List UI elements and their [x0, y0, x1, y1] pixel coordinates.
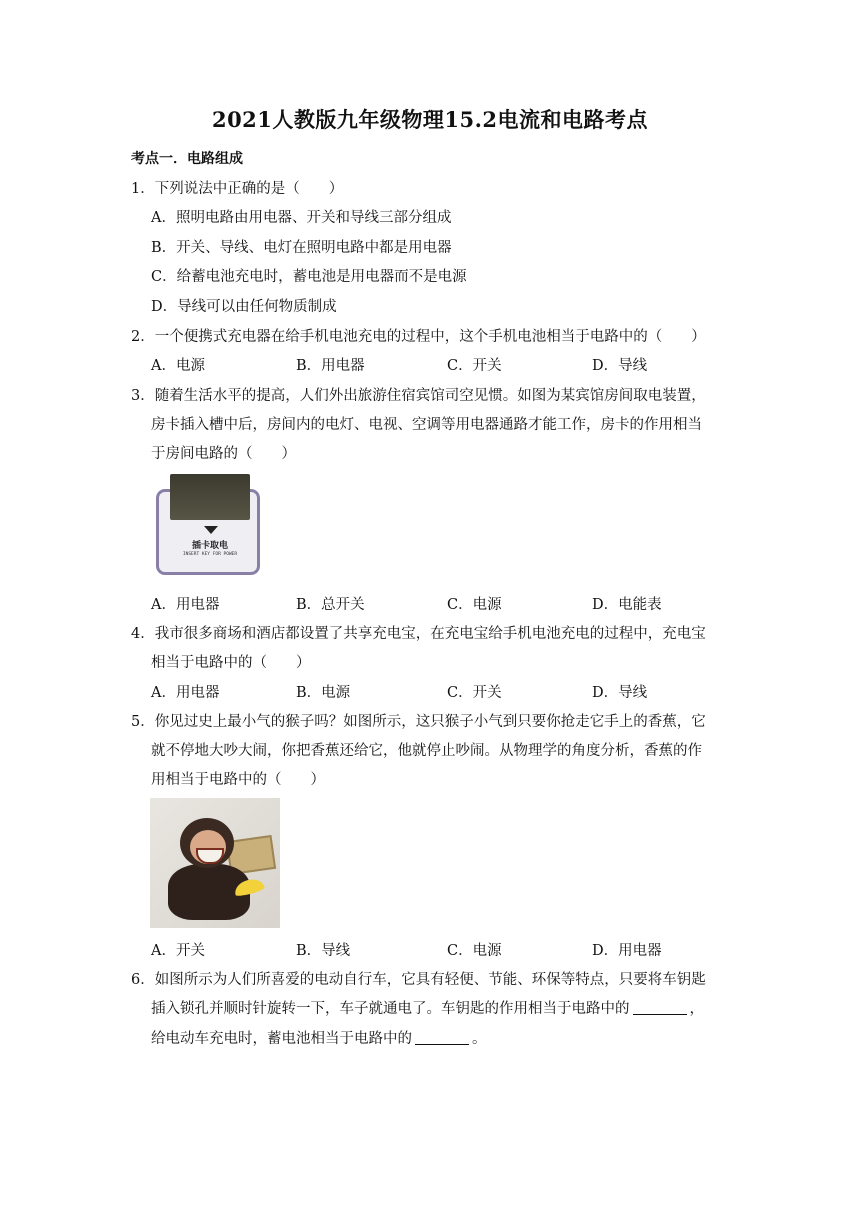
question-1-option-d: D．导线可以由任何物质制成 [151, 299, 337, 315]
question-1-option-b: B．开关、导线、电灯在照明电路中都是用电器 [151, 240, 452, 256]
question-3-option-c: C．电源 [447, 597, 502, 613]
question-5-option-d: D．用电器 [592, 943, 662, 959]
question-3-stem-line-1: 3．随着生活水平的提高，人们外出旅游住宿宾馆司空见惯。如图为某宾馆房间取电装置， [131, 388, 706, 404]
inserted-room-card [170, 474, 250, 520]
question-6-line-3-text: 给电动车充电时，蓄电池相当于电路中的 [151, 1031, 412, 1047]
question-5-stem-line-2: 就不停地大吵大闹，你把香蕉还给它，他就停止吵闹。从物理学的角度分析，香蕉的作 [151, 743, 702, 759]
question-2-option-c: C．开关 [447, 358, 502, 374]
question-4-option-b: B．电源 [296, 685, 351, 701]
question-4-option-d: D．导线 [592, 685, 648, 701]
question-6-line-1: 6．如图所示为人们所喜爱的电动自行车，它具有轻便、节能、环保等特点，只要将车钥匙 [131, 972, 706, 988]
section-heading: 考点一．电路组成 [131, 151, 243, 167]
question-2-option-b: B．用电器 [296, 358, 365, 374]
question-2-option-d: D．导线 [592, 358, 648, 374]
question-6-line-2 [151, 997, 704, 1018]
question-3-stem-line-3: 于房间电路的（ ） [151, 446, 296, 462]
page-title: 2021人教版九年级物理15.2电流和电路考点 [211, 107, 649, 132]
question-3-stem-line-2: 房卡插入槽中后，房间内的电灯、电视、空调等用电器通路才能工作，房卡的作用相当 [151, 417, 702, 433]
question-5-option-a: A．开关 [151, 943, 205, 959]
question-1-option-c: C．给蓄电池充电时，蓄电池是用电器而不是电源 [151, 269, 467, 285]
question-5-option-c: C．电源 [447, 943, 502, 959]
question-5-stem-line-3: 用相当于电路中的（ ） [151, 772, 325, 788]
question-4-option-c: C．开关 [447, 685, 502, 701]
question-2-stem: 2．一个便携式充电器在给手机电池充电的过程中，这个手机电池相当于电路中的（ ） [131, 329, 706, 345]
question-3-option-b: B．总开关 [296, 597, 365, 613]
question-5-stem-line-1: 5．你见过史上最小气的猴子吗？如图所示，这只猴子小气到只要你抢走它手上的香蕉，它 [131, 714, 706, 730]
question-4-option-a: A．用电器 [151, 685, 220, 701]
question-2-option-a: A．电源 [151, 358, 205, 374]
room-card-power-switch-image [156, 474, 264, 578]
question-4-stem-line-2: 相当于电路中的（ ） [151, 655, 311, 671]
question-1-stem: 1．下列说法中正确的是（ ） [131, 181, 344, 197]
monkey-toy-image [150, 798, 280, 928]
question-1-option-a: A．照明电路由用电器、开关和导线三部分组成 [151, 210, 452, 226]
question-3-option-d: D．电能表 [592, 597, 662, 613]
question-6-line-3 [151, 1027, 487, 1048]
question-4-stem-line-1: 4．我市很多商场和酒店都设置了共享充电宝，在充电宝给手机电池充电的过程中，充电宝 [131, 626, 706, 642]
question-6-line-2-end: ， [689, 1001, 704, 1017]
card-holder-sublabel: INSERT KEY FOR POWER [182, 552, 238, 557]
question-6-line-3-end: 。 [472, 1031, 487, 1047]
arrow-down-icon [204, 526, 218, 534]
question-3-option-a: A．用电器 [151, 597, 220, 613]
card-holder-label: 插卡取电 [191, 541, 228, 551]
answer-blank-1[interactable] [633, 1000, 687, 1015]
answer-blank-2[interactable] [415, 1030, 469, 1045]
question-5-option-b: B．导线 [296, 943, 351, 959]
question-6-line-2-text: 插入锁孔并顺时针旋转一下，车子就通电了。车钥匙的作用相当于电路中的 [151, 1001, 630, 1017]
